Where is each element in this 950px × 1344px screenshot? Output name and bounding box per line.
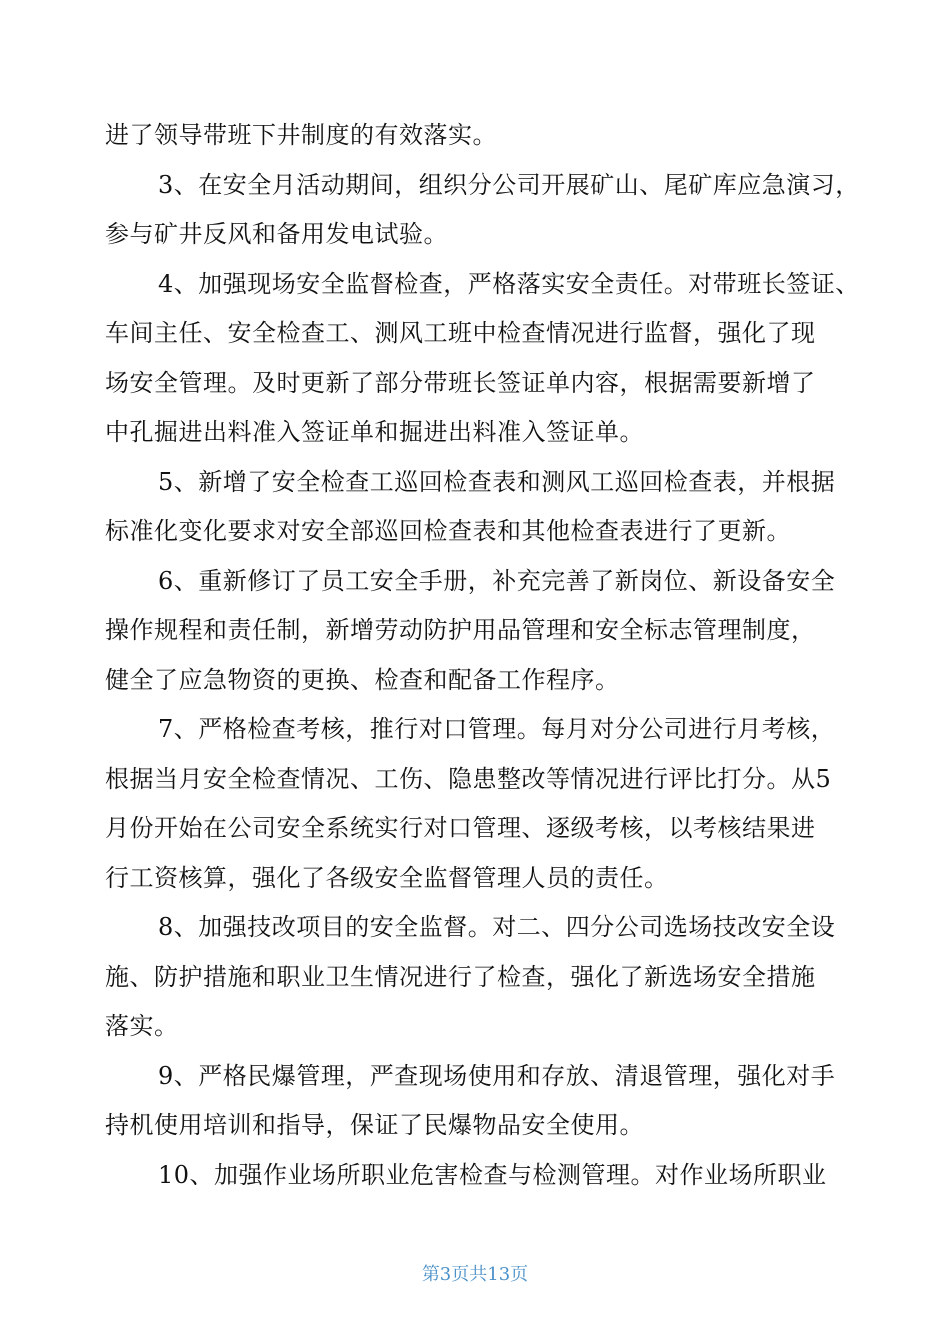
text-line: 进了领导带班下井制度的有效落实。 [105, 121, 497, 149]
text-line: 施、防护措施和职业卫生情况进行了检查，强化了新选场安全措施 [105, 963, 816, 991]
text-line: 场安全管理。及时更新了部分带班长签证单内容，根据需要新增了 [105, 369, 816, 397]
text-line: 健全了应急物资的更换、检查和配备工作程序。 [105, 666, 620, 694]
text-line: 中孔掘进出料准入签证单和掘进出料准入签证单。 [105, 418, 644, 446]
text-line: 10、加强作业场所职业危害检查与检测管理。对作业场所职业 [158, 1161, 827, 1189]
text-line: 6、重新修订了员工安全手册，补充完善了新岗位、新设备安全 [158, 567, 836, 595]
text-line: 持机使用培训和指导，保证了民爆物品安全使用。 [105, 1111, 644, 1139]
text-line: 月份开始在公司安全系统实行对口管理、逐级考核，以考核结果进 [105, 814, 816, 842]
text-line: 车间主任、安全检查工、测风工班中检查情况进行监督，强化了现 [105, 319, 816, 347]
text-line: 操作规程和责任制，新增劳动防护用品管理和安全标志管理制度， [105, 616, 816, 644]
text-line: 9、严格民爆管理，严查现场使用和存放、清退管理，强化对手 [158, 1062, 836, 1090]
text-line: 3、在安全月活动期间，组织分公司开展矿山、尾矿库应急演习， [158, 171, 860, 199]
text-line: 4、加强现场安全监督检查，严格落实安全责任。对带班长签证、 [158, 270, 860, 298]
text-line: 7、严格检查考核，推行对口管理。每月对分公司进行月考核， [158, 715, 836, 743]
text-line: 行工资核算，强化了各级安全监督管理人员的责任。 [105, 864, 669, 892]
text-line: 8、加强技改项目的安全监督。对二、四分公司选场技改安全设 [158, 913, 836, 941]
text-line: 5、新增了安全检查工巡回检查表和测风工巡回检查表，并根据 [158, 468, 836, 496]
text-line: 标准化变化要求对安全部巡回检查表和其他检查表进行了更新。 [105, 517, 791, 545]
text-line: 落实。 [105, 1012, 179, 1040]
text-line: 参与矿井反风和备用发电试验。 [105, 220, 448, 248]
text-line: 根据当月安全检查情况、工伤、隐患整改等情况进行评比打分。从5 [105, 765, 832, 793]
page-footer: 第3页共13页 [421, 1264, 529, 1285]
